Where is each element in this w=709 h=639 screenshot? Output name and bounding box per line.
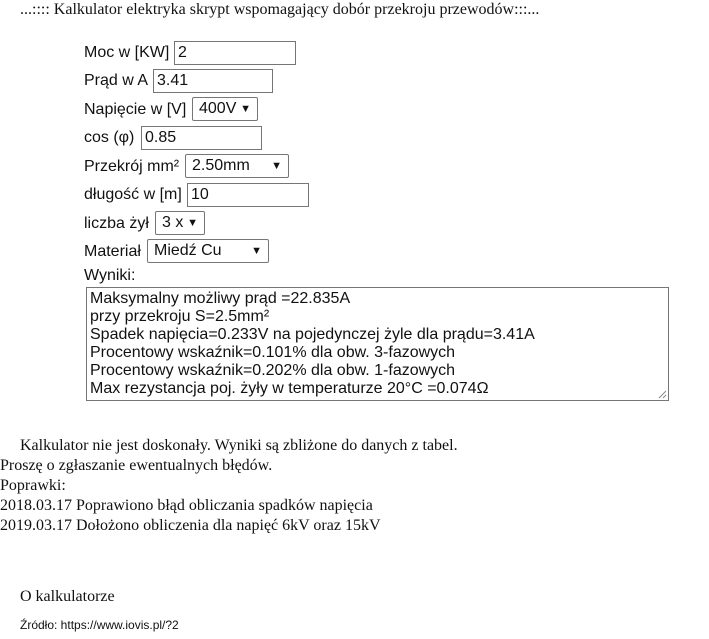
cos-label: cos (φ) (84, 129, 135, 146)
about-link[interactable]: O kalkulatorze (20, 588, 115, 605)
result-line: Max rezystancja poj. żyły w temperaturze 20°C =0.074Ω (90, 380, 489, 397)
cross-section-label: Przekrój mm² (84, 158, 180, 175)
chevron-down-icon: ▼ (187, 217, 198, 229)
resize-grip-icon[interactable] (657, 389, 667, 399)
results-label: Wyniki: (84, 267, 136, 284)
chevron-down-icon: ▼ (271, 160, 282, 172)
length-input[interactable] (187, 183, 309, 207)
material-select[interactable] (147, 239, 269, 263)
results-textarea[interactable] (86, 287, 669, 401)
result-line: Procentowy wskaźnik=0.202% dla obw. 1-fazowych (90, 362, 456, 379)
chevron-down-icon: ▼ (240, 103, 251, 115)
cores-label: liczba żył (84, 215, 149, 232)
changelog-entry: 2018.03.17 Poprawiono błąd obliczania spadków napięcia (0, 497, 373, 514)
source-caption: Źródło: https://www.iovis.pl/?2 (20, 618, 179, 632)
current-input[interactable] (153, 69, 273, 93)
cross-section-select-value: 2.50mm (192, 157, 250, 174)
cores-select-value: 3 x (162, 214, 184, 231)
changelog-heading: Poprawki: (0, 477, 66, 494)
cores-select[interactable] (155, 211, 205, 235)
voltage-label: Napięcie w [V] (84, 101, 187, 118)
result-line: Spadek napięcia=0.233V na pojedynczej żyle dla prądu=3.41A (90, 326, 535, 343)
result-line: Procentowy wskaźnik=0.101% dla obw. 3-fazowych (90, 344, 456, 361)
changelog-entry: 2019.03.17 Dołożono obliczenia dla napięć 6kV oraz 15kV (0, 517, 381, 534)
material-label: Materiał (84, 243, 141, 260)
current-label: Prąd w A (84, 72, 149, 89)
voltage-select-value: 400V (199, 100, 237, 117)
cos-input[interactable] (141, 126, 262, 150)
length-label: długość w [m] (84, 186, 182, 203)
disclaimer-text: Kalkulator nie jest doskonały. Wyniki są zbliżone do danych z tabel. (20, 437, 458, 454)
page-title: ...:::: Kalkulator elektryka skrypt wspomagający dobór przekroju przewodów:::... (20, 1, 540, 18)
material-select-value: Miedź Cu (154, 242, 222, 259)
report-errors-text: Proszę o zgłaszanie ewentualnych błędów. (0, 457, 273, 474)
power-input[interactable] (174, 41, 296, 65)
result-line: przy przekroju S=2.5mm² (90, 308, 270, 325)
cross-section-select[interactable] (185, 154, 289, 178)
power-label: Moc w [KW] (84, 44, 170, 61)
result-line: Maksymalny możliwy prąd =22.835A (90, 290, 351, 307)
chevron-down-icon: ▼ (251, 245, 262, 257)
voltage-select[interactable] (192, 97, 258, 121)
